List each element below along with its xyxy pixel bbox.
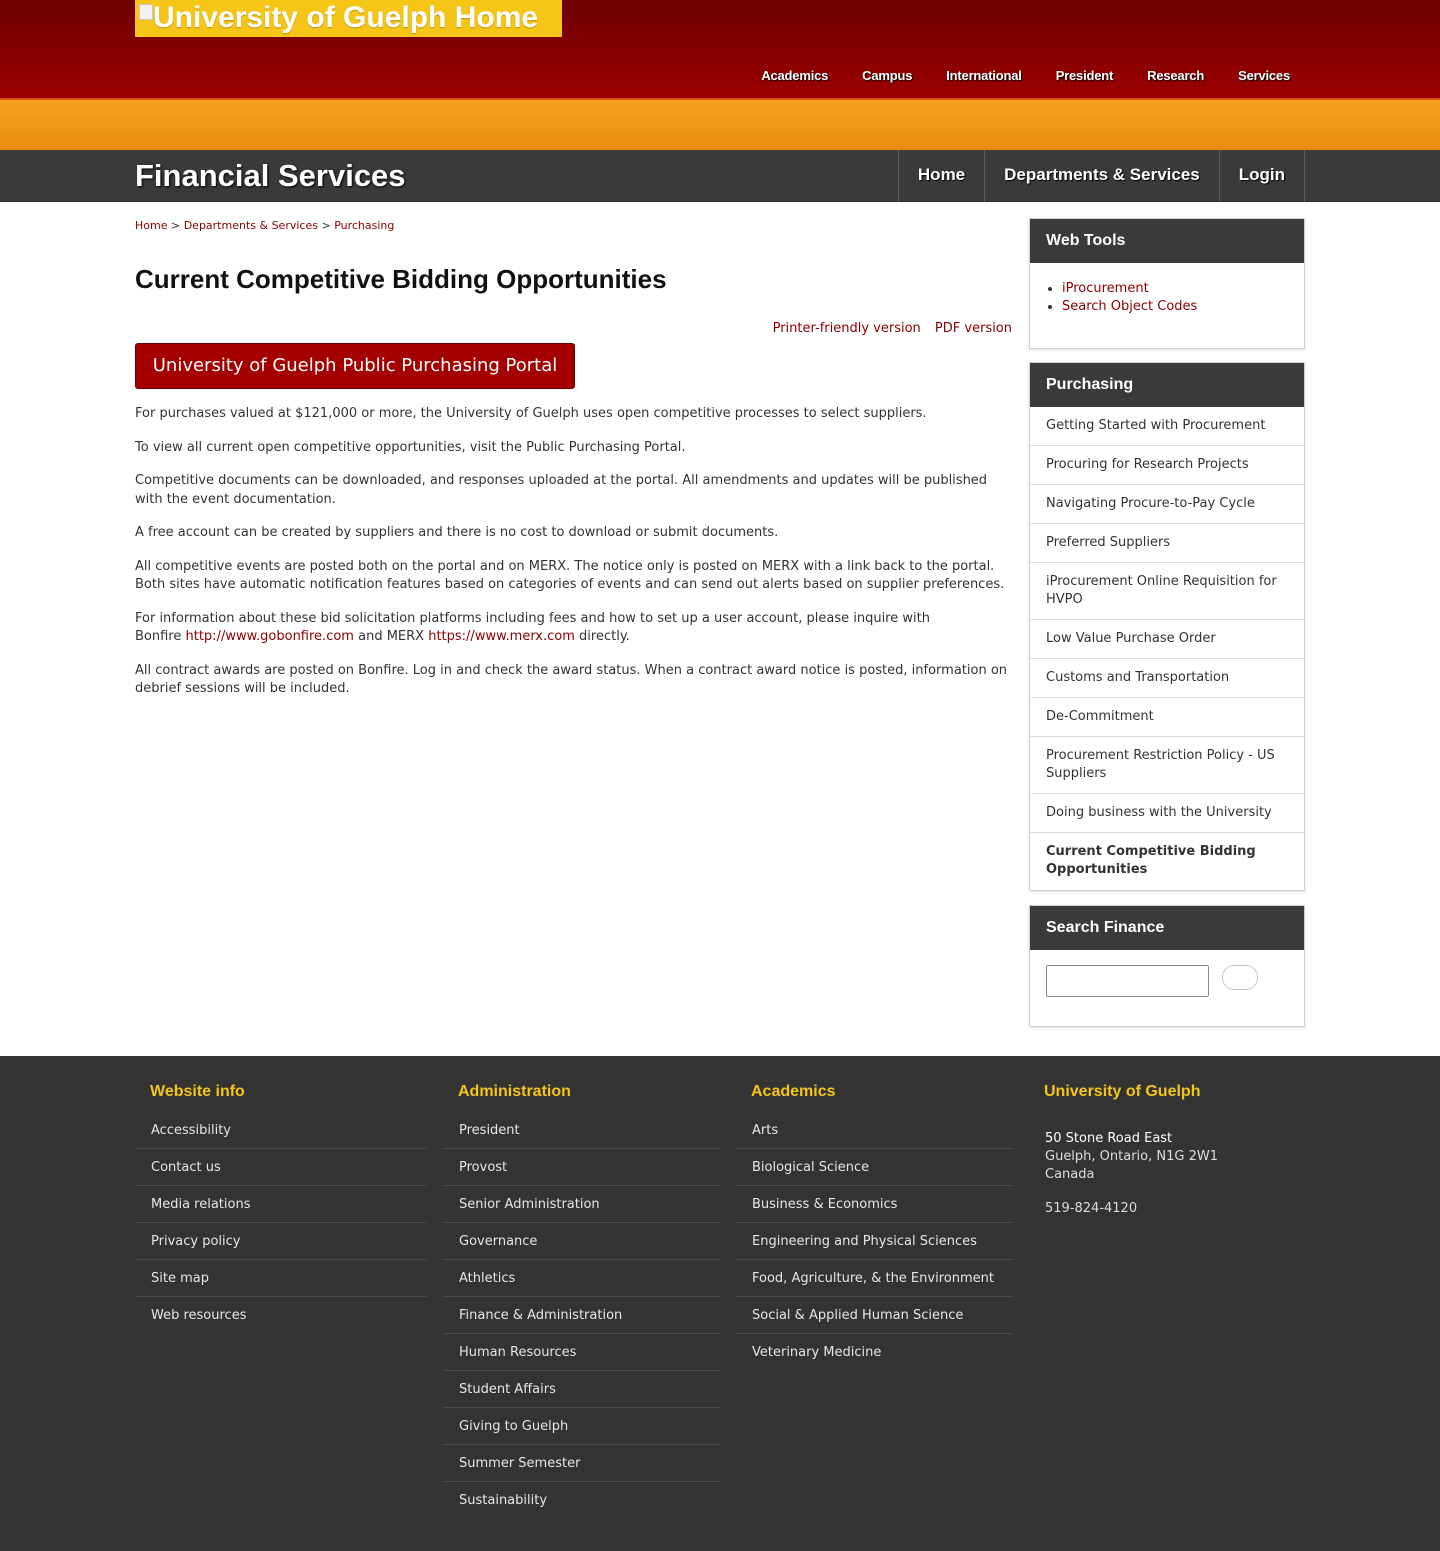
university-top-nav (744, 68, 1290, 83)
orange-band (0, 100, 1440, 150)
footer-link-governance[interactable]: Governance (443, 1223, 720, 1260)
site-header-bar (0, 150, 1440, 202)
breadcrumb-home[interactable]: Home (135, 219, 168, 232)
purchasing-menu-box (1029, 362, 1305, 891)
web-tools-title: Web Tools (1030, 219, 1304, 263)
footer-link-veterinary[interactable]: Veterinary Medicine (752, 1345, 882, 1360)
paragraph-documents: Competitive documents can be downloaded, and responses uploaded at the portal. All amendments and updates will be published with the event documentation. (135, 473, 988, 507)
menu-item-doing-business[interactable]: Doing business with the University (1030, 794, 1304, 833)
site-title[interactable]: Financial Services (135, 158, 406, 193)
broken-image-icon (139, 4, 153, 20)
page-title: Current Competitive Bidding Opportunities (135, 264, 667, 294)
footer (0, 1056, 1440, 1551)
footer-link-food-agriculture[interactable]: Food, Agriculture, & the Environment (736, 1260, 1013, 1297)
web-tools-list (1030, 263, 1304, 316)
list-item (1062, 280, 1304, 298)
top-nav-services[interactable]: Services (1238, 68, 1290, 83)
menu-item-de-commitment[interactable]: De-Commitment (1030, 698, 1304, 737)
paragraph-free-account: A free account can be created by suppliers and there is no cost to download or submit documents. (135, 525, 779, 540)
list-item (1062, 298, 1304, 316)
search-finance-title: Search Finance (1030, 906, 1304, 950)
search-object-codes-link[interactable]: Search Object Codes (1062, 299, 1198, 314)
printer-friendly-link[interactable]: Printer-friendly version (772, 321, 921, 336)
top-nav-president[interactable]: President (1055, 68, 1114, 83)
iprocurement-link[interactable]: iProcurement (1062, 281, 1149, 296)
footer-link-athletics[interactable]: Athletics (443, 1260, 720, 1297)
top-nav-research[interactable]: Research (1147, 68, 1205, 83)
footer-link-senior-admin[interactable]: Senior Administration (443, 1186, 720, 1223)
top-nav-academics[interactable]: Academics (761, 68, 829, 83)
footer-link-president[interactable]: President (443, 1112, 720, 1149)
breadcrumb (135, 219, 394, 232)
search-finance-input[interactable] (1046, 965, 1209, 997)
footer-heading: University of Guelph (1044, 1083, 1201, 1100)
site-nav-home[interactable]: Home (898, 150, 984, 202)
merx-link[interactable]: https://www.merx.com (428, 629, 575, 644)
menu-item-getting-started[interactable]: Getting Started with Procurement (1030, 407, 1304, 446)
breadcrumb-departments-services[interactable]: Departments & Services (183, 219, 318, 232)
web-tools-box (1029, 218, 1305, 349)
footer-link-provost[interactable]: Provost (443, 1149, 720, 1186)
footer-link-business[interactable]: Business & Economics (736, 1186, 1013, 1223)
footer-link-accessibility[interactable]: Accessibility (135, 1112, 427, 1149)
bonfire-label: Bonfire (135, 629, 182, 644)
footer-link-sustainability[interactable]: Sustainability (459, 1493, 548, 1508)
footer-link-student-affairs[interactable]: Student Affairs (443, 1371, 720, 1408)
merx-label: and MERX (358, 629, 425, 644)
footer-link-media[interactable]: Media relations (135, 1186, 427, 1223)
footer-link-bio-science[interactable]: Biological Science (736, 1149, 1013, 1186)
menu-item-low-value-po[interactable]: Low Value Purchase Order (1030, 620, 1304, 659)
site-nav-login[interactable]: Login (1219, 150, 1305, 202)
footer-link-arts[interactable]: Arts (736, 1112, 1013, 1149)
breadcrumb-separator: > (321, 219, 331, 232)
footer-link-sitemap[interactable]: Site map (135, 1260, 427, 1297)
breadcrumb-separator: > (170, 219, 181, 232)
site-nav-departments-services[interactable]: Departments & Services (984, 150, 1219, 202)
footer-heading: Website info (150, 1083, 245, 1100)
menu-item-us-restriction-policy[interactable]: Procurement Restriction Policy - US Suppliers (1030, 737, 1304, 794)
footer-link-engineering[interactable]: Engineering and Physical Sciences (736, 1223, 1013, 1260)
top-nav-campus[interactable]: Campus (862, 68, 913, 83)
paragraph-platform-info (135, 610, 1012, 647)
footer-link-web-resources[interactable]: Web resources (151, 1308, 247, 1323)
search-finance-box (1029, 905, 1305, 1027)
info-suffix: directly. (579, 629, 630, 644)
bonfire-link[interactable]: http://www.gobonfire.com (185, 629, 354, 644)
menu-item-current-bidding-active[interactable]: Current Competitive Bidding Opportunities (1046, 844, 1256, 877)
public-purchasing-portal-button[interactable]: University of Guelph Public Purchasing Portal (135, 343, 575, 389)
paragraph-view-opportunities: To view all current open competitive opportunities, visit the Public Purchasing Portal. (135, 439, 686, 455)
university-banner (0, 0, 1440, 100)
pdf-version-link[interactable]: PDF version (934, 321, 1012, 336)
top-nav-international[interactable]: International (946, 68, 1022, 83)
footer-link-finance-admin[interactable]: Finance & Administration (443, 1297, 720, 1334)
menu-item-preferred-suppliers[interactable]: Preferred Suppliers (1030, 524, 1304, 563)
info-text: For information about these bid solicitation platforms including fees and how to set up a user account, please inquire with (135, 610, 930, 626)
purchasing-menu-title: Purchasing (1030, 363, 1304, 407)
university-phone: 519-824-4120 (1045, 1201, 1138, 1216)
footer-heading: Academics (751, 1083, 836, 1100)
footer-link-giving[interactable]: Giving to Guelph (443, 1408, 720, 1445)
address-city: Guelph, Ontario, N1G 2W1 (1045, 1149, 1218, 1164)
menu-item-procure-to-pay[interactable]: Navigating Procure-to-Pay Cycle (1030, 485, 1304, 524)
paragraph-threshold: For purchases valued at $121,000 or more, the University of Guelph uses open competitive processes to select suppliers. (135, 406, 927, 421)
logo-alt-text: University of Guelph Home (153, 1, 539, 34)
version-links (763, 321, 1012, 336)
menu-item-iprocurement-hvpo[interactable]: iProcurement Online Requisition for HVPO (1030, 563, 1304, 620)
footer-link-social-applied[interactable]: Social & Applied Human Science (736, 1297, 1013, 1334)
search-submit-button[interactable] (1222, 965, 1258, 990)
university-home-logo-link[interactable] (135, 0, 562, 37)
menu-item-customs-transportation[interactable]: Customs and Transportation (1030, 659, 1304, 698)
paragraph-contract-awards: All contract awards are posted on Bonfire. Log in and check the award status. When a contract award notice is posted, information on debrief sessions will be included. (135, 662, 1008, 696)
footer-heading: Administration (458, 1083, 571, 1100)
footer-link-hr[interactable]: Human Resources (443, 1334, 720, 1371)
paragraph-merx-notice: All competitive events are posted both on the portal and on MERX. The notice only is posted on MERX with a link back to the portal. Both sites have automatic notification features based on categories of events and can send out alerts based on supplier preferences. (135, 558, 1005, 592)
university-address (1045, 1130, 1218, 1218)
address-street-link[interactable]: 50 Stone Road East (1045, 1131, 1173, 1146)
footer-link-summer[interactable]: Summer Semester (443, 1445, 720, 1482)
menu-item-research-projects[interactable]: Procuring for Research Projects (1030, 446, 1304, 485)
site-nav (898, 150, 1305, 202)
address-country: Canada (1045, 1167, 1095, 1182)
breadcrumb-purchasing[interactable]: Purchasing (334, 219, 395, 232)
body-text (135, 405, 1012, 714)
footer-link-privacy[interactable]: Privacy policy (135, 1223, 427, 1260)
footer-link-contact[interactable]: Contact us (135, 1149, 427, 1186)
